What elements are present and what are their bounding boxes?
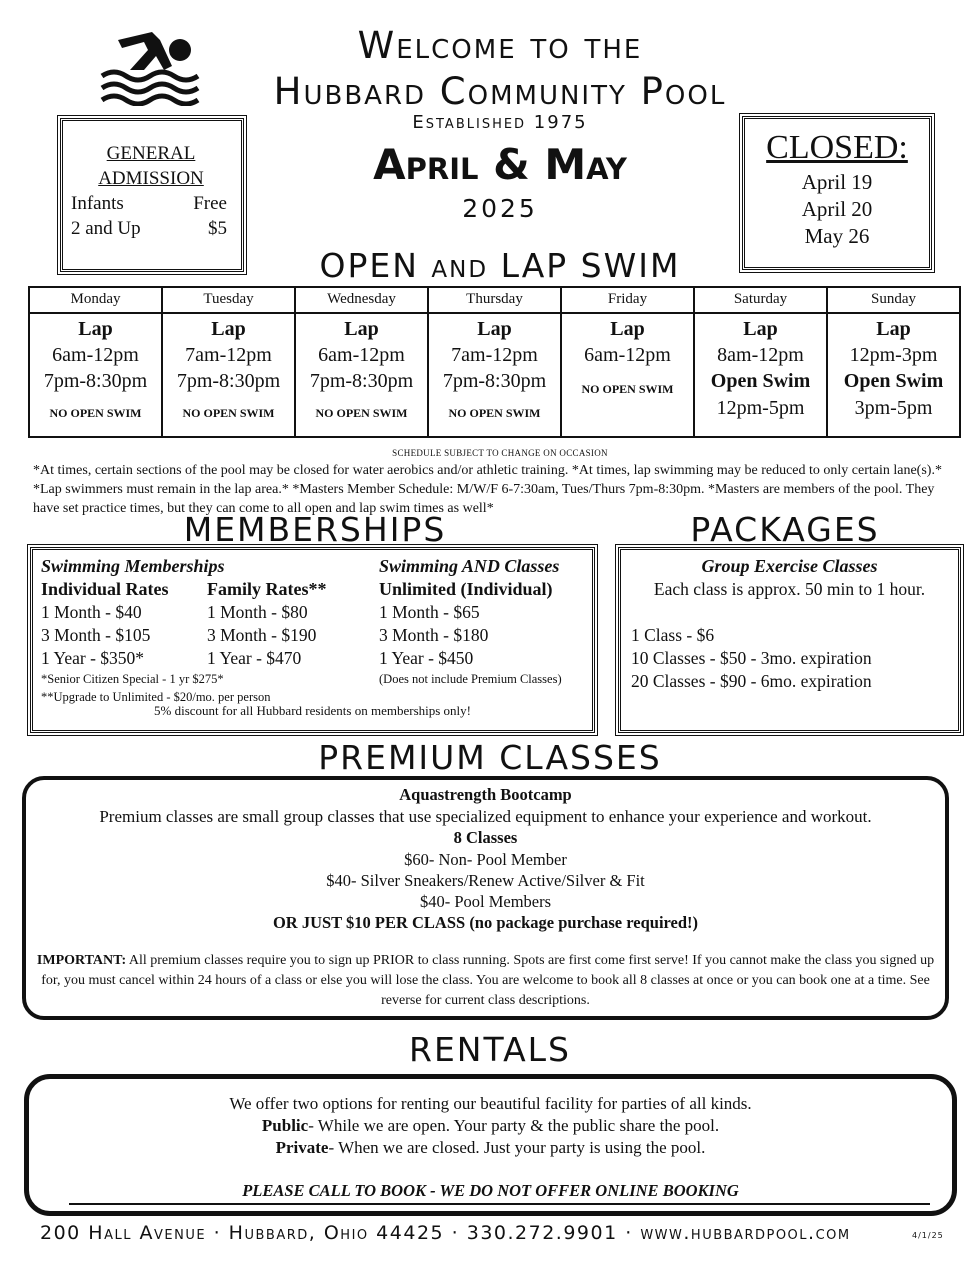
time-range: 6am-12pm <box>318 344 405 366</box>
closed-heading: CLOSED: <box>766 129 908 166</box>
page-title-line1: Welcome to the <box>357 24 643 67</box>
resident-discount-note: 5% discount for all Hubbard residents on memberships only! <box>154 703 471 718</box>
year-text: 2025 <box>462 194 538 223</box>
admission-heading-1: GENERAL <box>106 143 196 164</box>
rate-item: 1 Month - $80 <box>207 602 308 622</box>
individual-rates-title: Individual Rates <box>41 579 169 599</box>
premium-classes-box <box>22 776 949 1020</box>
open-lap-swim-heading: OPEN and LAP SWIM <box>319 246 681 285</box>
premium-excluded-note: (Does not include Premium Classes) <box>379 672 562 686</box>
memberships-heading: MEMBERSHIPS <box>183 510 447 549</box>
admission-row <box>71 216 231 241</box>
admission-price: Free <box>193 193 227 214</box>
no-open-swim-note: NO OPEN SWIM <box>182 406 275 420</box>
package-item: 10 Classes - $50 - 3mo. expiration <box>631 648 872 668</box>
rate-item: 1 Month - $65 <box>379 602 480 622</box>
lap-label: Lap <box>610 318 645 340</box>
day-column-tuesday <box>163 288 296 436</box>
time-range: 7pm-8:30pm <box>176 370 281 392</box>
call-to-book-note: PLEASE CALL TO BOOK - WE DO NOT OFFER ONLINE BOOKING <box>242 1181 739 1200</box>
admission-price: $5 <box>208 218 227 239</box>
premium-description: Premium classes are small group classes that use specialized equipment to enhance your experience and workout. <box>99 807 872 826</box>
rate-item: 1 Month - $40 <box>41 602 142 622</box>
rate-item: 1 Year - $350* <box>41 648 145 668</box>
package-item: 20 Classes - $90 - 6mo. expiration <box>631 671 872 691</box>
open-swim-label: Open Swim <box>710 370 811 392</box>
day-column-thursday <box>429 288 562 436</box>
lap-label: Lap <box>743 318 778 340</box>
lap-label: Lap <box>78 318 113 340</box>
premium-price: $40- Pool Members <box>419 892 552 911</box>
important-label: IMPORTANT: <box>36 953 127 968</box>
day-name: Friday <box>562 288 693 314</box>
time-range: 8am-12pm <box>717 344 804 366</box>
closed-dates-box <box>742 116 932 270</box>
schedule-notes: *At times, certain sections of the pool may be closed for water aerobics and/or athletic training. *At times, lap swimming may be reduced to only certain lane(s).* *Lap swimmers must remain in the lap area.* *Masters Member Schedule: M/W/F 6-7:30am, Tues/Thurs 7pm-8:30pm. *Masters are members of the pool. They have set practice times, but they can come to all open and lap swim times as well* <box>33 463 942 516</box>
private-text: - When we are closed. Just your party is using the pool. <box>328 1138 706 1157</box>
day-name: Tuesday <box>163 288 294 314</box>
time-range: 12pm-3pm <box>849 344 938 366</box>
time-range: 7am-12pm <box>451 344 538 366</box>
rentals-box <box>24 1074 957 1216</box>
lap-label: Lap <box>477 318 512 340</box>
no-open-swim-note: NO OPEN SWIM <box>448 406 541 420</box>
rentals-heading: RENTALS <box>409 1030 571 1069</box>
rate-item: 1 Year - $450 <box>379 648 474 668</box>
time-range: 3pm-5pm <box>854 397 933 419</box>
group-exercise-title: Group Exercise Classes <box>701 556 878 576</box>
swimmer-logo-icon <box>100 26 200 106</box>
family-column <box>207 578 326 670</box>
public-label: Public <box>261 1116 309 1135</box>
premium-class-title: Aquastrength Bootcamp <box>399 785 572 804</box>
day-name: Saturday <box>695 288 826 314</box>
class-duration-note: Each class is approx. 50 min to 1 hour. <box>653 579 926 599</box>
memberships-box <box>30 547 595 733</box>
packages-heading: PACKAGES <box>690 510 880 549</box>
footer-date: 4/1/25 <box>912 1231 944 1240</box>
day-name: Thursday <box>429 288 560 314</box>
swimming-and-classes-title: Swimming AND Classes <box>379 556 560 576</box>
time-range: 7pm-8:30pm <box>43 370 148 392</box>
day-column-sunday <box>828 288 959 436</box>
admission-row <box>71 191 231 216</box>
private-option <box>29 1137 952 1159</box>
footer-address: 200 Hall Avenue · Hubbard, Ohio 44425 · 330.272.9901 · www.hubbardpool.com <box>40 1222 851 1244</box>
lap-label: Lap <box>876 318 911 340</box>
packages-box <box>618 547 961 733</box>
lap-label: Lap <box>344 318 379 340</box>
important-notice <box>26 951 945 1011</box>
schedule-subject-note: SCHEDULE SUBJECT TO CHANGE ON OCCASION <box>392 448 608 458</box>
divider <box>69 1203 930 1205</box>
unlimited-column <box>379 555 562 688</box>
admission-heading-2: ADMISSION <box>98 168 204 189</box>
premium-price: $60- Non- Pool Member <box>404 850 567 869</box>
months-heading: April & May <box>373 140 627 189</box>
time-range: 12pm-5pm <box>716 397 805 419</box>
closed-date: April 19 <box>801 170 873 194</box>
day-name: Wednesday <box>296 288 427 314</box>
no-open-swim-note: NO OPEN SWIM <box>49 406 142 420</box>
important-text: All premium classes require you to sign up PRIOR to class running. Spots are first come first serve! If you cannot make the class you signed up for, you must cancel within 24 hours of a class or else you will lose the class. You are welcome to book all 8 classes at once or you can book one at a time. See reverse for current class descriptions. <box>41 953 935 1008</box>
public-text: - While we are open. Your party & the public share the pool. <box>308 1116 720 1135</box>
rate-item: 3 Month - $190 <box>207 625 317 645</box>
admission-label: 2 and Up <box>71 218 141 239</box>
time-range: 6am-12pm <box>52 344 139 366</box>
page-title-line2: Hubbard Community Pool <box>273 70 727 113</box>
private-label: Private <box>275 1138 329 1157</box>
day-column-saturday <box>695 288 828 436</box>
day-name: Monday <box>30 288 161 314</box>
premium-classes-heading: PREMIUM CLASSES <box>318 738 662 777</box>
closed-date: May 26 <box>804 224 870 248</box>
time-range: 7pm-8:30pm <box>309 370 414 392</box>
package-item: 1 Class - $6 <box>631 625 715 645</box>
time-range: 7am-12pm <box>185 344 272 366</box>
day-name: Sunday <box>828 288 959 314</box>
closed-date: April 20 <box>801 197 873 221</box>
swimming-memberships-title: Swimming Memberships <box>41 556 225 576</box>
lap-label: Lap <box>211 318 246 340</box>
open-swim-label: Open Swim <box>843 370 944 392</box>
class-count: 8 Classes <box>453 828 518 847</box>
rate-item: 3 Month - $105 <box>41 625 151 645</box>
general-admission-box <box>60 118 244 272</box>
day-column-friday <box>562 288 695 436</box>
admission-label: Infants <box>71 193 124 214</box>
day-column-wednesday <box>296 288 429 436</box>
day-column-monday <box>30 288 163 436</box>
premium-price: $40- Silver Sneakers/Renew Active/Silver & Fit <box>326 871 645 890</box>
established-text: Established 1975 <box>412 112 588 133</box>
public-option <box>29 1115 952 1137</box>
rentals-intro: We offer two options for renting our beautiful facility for parties of all kinds. <box>229 1094 752 1113</box>
time-range: 7pm-8:30pm <box>442 370 547 392</box>
rate-item: 3 Month - $180 <box>379 625 489 645</box>
schedule-table <box>28 286 961 438</box>
no-open-swim-note: NO OPEN SWIM <box>581 382 674 396</box>
senior-special-note: *Senior Citizen Special - 1 yr $275* <box>41 672 224 686</box>
family-rates-title: Family Rates** <box>207 579 327 599</box>
no-open-swim-note: NO OPEN SWIM <box>315 406 408 420</box>
time-range: 6am-12pm <box>584 344 671 366</box>
upgrade-note: **Upgrade to Unlimited - $20/mo. per person <box>41 690 271 704</box>
unlimited-title: Unlimited (Individual) <box>379 579 553 599</box>
rate-item: 1 Year - $470 <box>207 648 302 668</box>
single-class-price: OR JUST $10 PER CLASS (no package purchase required!) <box>272 913 699 932</box>
